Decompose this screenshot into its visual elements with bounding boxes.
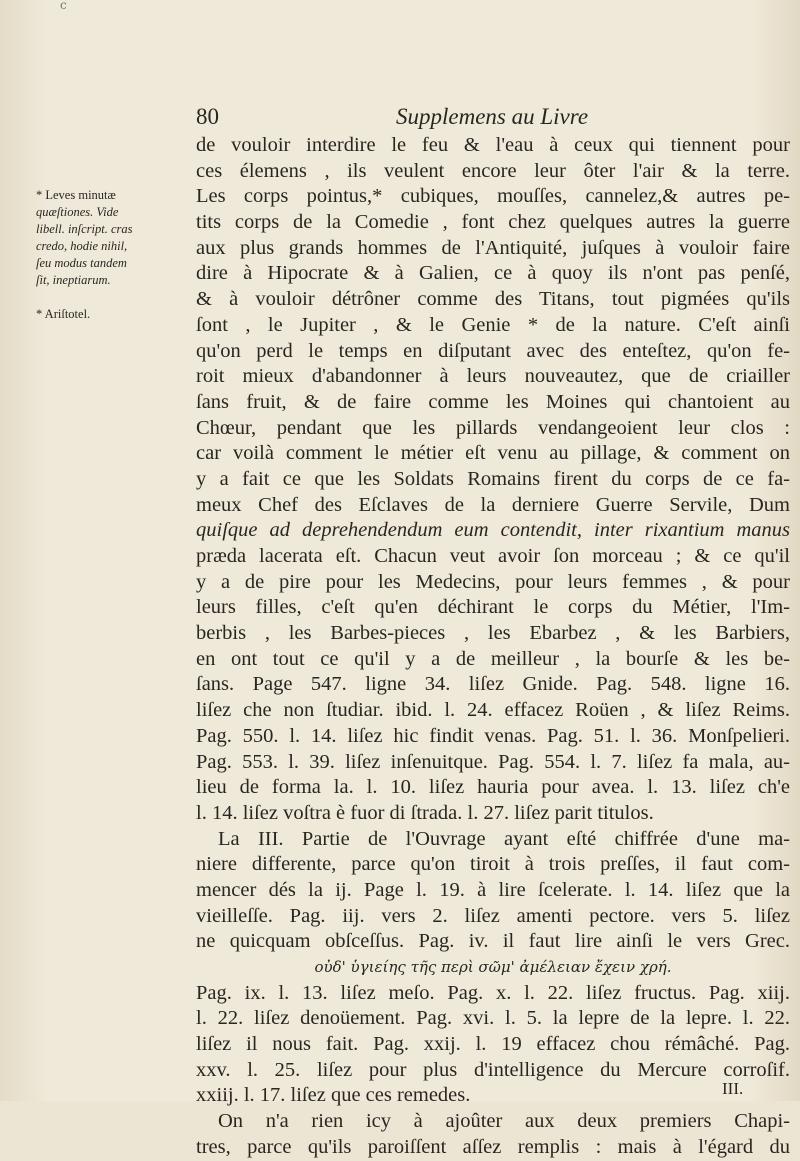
text-line: y a de pire pour les Medecins, pour leurs femmes , & pour	[196, 570, 790, 593]
text-line: On n'a rien icy à ajoûter aux deux premiers Chapi-	[218, 1110, 790, 1133]
margin-note-line: ſit, ineptiarum.	[36, 273, 111, 287]
text-line: niere differente, parce qu'on tiroit à trois preſſes, il faut com-	[196, 853, 790, 876]
text-line: xxiij. l. 17. liſez que ces remedes.	[196, 1084, 471, 1107]
text-line: qu'on perd le temps en diſputant avec des enteſtez, qu'on fe-	[196, 339, 790, 362]
text-line: tits corps de la Comedie , font chez quelques autres la guerre	[196, 211, 790, 234]
text-line: ne quicquam obſceſſus. Pag. iv. il faut lire ainſi le vers Grec.	[196, 930, 790, 953]
page-number: 80	[196, 104, 219, 129]
text-line: Pag. 553. l. 39. liſez inſenuitque. Pag. 554. l. 7. liſez fa mala, au-	[196, 750, 790, 773]
text-line: Pag. 550. l. 14. liſez hic findit venas. Pag. 51. l. 36. Monſpelieri.	[196, 724, 790, 747]
text-line: de vouloir interdire le feu & l'eau à ceux qui tiennent pour	[196, 134, 790, 156]
margin-note-line: * Leves minutæ	[36, 188, 116, 202]
margin-note-line: credo, hodie nihil,	[36, 239, 128, 253]
text-line: meux Chef des Eſclaves de la derniere Guerre Servile, Dum	[196, 493, 790, 516]
text-line: Pag. ix. l. 13. liſez meſo. Pag. x. l. 22. liſez fructus. Pag. xiij.	[196, 981, 790, 1004]
greek-verse: οὐδ' ὑγιείης τῆς περὶ σῶμ' ἀμέλειαν ἔχειν χρή.	[314, 958, 672, 976]
corner-mark: c	[60, 0, 67, 12]
text-line: xxv. l. 25. liſez pour plus d'intelligence du Mercure corroſif.	[196, 1058, 790, 1081]
text-line: ces élemens , ils veulent encore leur ôter l'air & la terre.	[196, 159, 790, 182]
text-line: tres, parce qu'ils paroiſſent aſſez remplis : mais à l'égard du	[196, 1135, 790, 1158]
text-line: en ont tout ce qu'il y a de meilleur , la bourſe & les be-	[196, 647, 790, 670]
text-line: quiſque ad deprehendendum eum contendit, inter rixantium manus	[196, 519, 790, 542]
text-line: leurs filles, c'eſt qu'en déchirant le corps du Métier, l'Im-	[196, 596, 790, 619]
text-line: aux plus grands hommes de l'Antiquité, juſques à vouloir faire	[196, 236, 790, 259]
text-line: l. 22. liſez denoüement. Pag. xvi. l. 5. la lepre de la lepre. l. 22.	[196, 1007, 790, 1030]
body-text	[196, 133, 790, 1161]
running-title: Supplemens au Livre	[396, 104, 589, 129]
text-line: præda lacerata eſt. Chacun veut avoir ſon morceau ; & ce qu'il	[196, 545, 790, 567]
text-line: berbis , les Barbes-pieces , les Ebarbez , & les Barbiers,	[196, 622, 790, 645]
text-line: La III. Partie de l'Ouvrage ayant eſté chiffrée d'une ma-	[218, 827, 790, 850]
text-line: roit mieux d'abandonner à leurs nouveautez, que de criailler	[196, 365, 790, 388]
text-line: vieilleſſe. Pag. iij. vers 2. liſez amenti pectore. vers 5. liſez	[196, 904, 790, 927]
text-line: & à vouloir détrôner comme des Titans, tout pigmées qu'ils	[196, 288, 790, 311]
text-line: Les corps pointus,* cubiques, mouſſes, cannelez,& autres pe-	[196, 185, 790, 208]
text-line: ſans. Page 547. ligne 34. liſez Gnide. Pag. 548. ligne 16.	[196, 673, 790, 696]
text-line: y a fait ce que les Soldats Romains firent du corps de ce fa-	[196, 467, 790, 490]
text-line: ſont , le Jupiter , & le Genie * de la nature. C'eſt ainſi	[196, 313, 790, 336]
text-line: l. 14. liſez voſtra è fuor di ſtrada. l. 27. liſez parit titulos.	[196, 801, 654, 824]
margin-note-aristotel	[36, 306, 186, 323]
text-line: mencer dés la ij. Page l. 19. à lire ſcelerate. l. 14. liſez que la	[196, 878, 790, 901]
text-line: dire à Hipocrate & à Galien, ce à quoy ils n'ont pas penſé,	[196, 262, 790, 285]
text-line: Chœur, pendant que les pillards vendangeoient leur clos :	[196, 416, 790, 439]
margin-note-line: libell. inſcript. cras	[36, 222, 133, 236]
page-header	[196, 104, 796, 134]
margin-note-line: * Ariſtotel.	[36, 307, 91, 321]
margin-note-line: quæſtiones. Vide	[36, 205, 119, 219]
margin-note-leves	[36, 187, 186, 289]
text-line: lieu de forma la. l. 10. liſez hauria pour avea. l. 13. liſez ch'e	[196, 776, 790, 799]
text-line: liſez che non ſtudiar. ibid. l. 24. effacez Roüen , & liſez Reims.	[196, 699, 790, 722]
text-line: liſez il nous fait. Pag. xxij. l. 19 effacez chou rémâché. Pag.	[196, 1033, 790, 1056]
text-line: car voilà comment le métier eſt venu au pillage, & comment on	[196, 442, 790, 465]
catchword: III.	[722, 1079, 744, 1098]
text-line: ſans fruit, & de faire comme les Moines qui chantoient au	[196, 390, 790, 413]
margin-note-line: ſeu modus tandem	[36, 256, 127, 270]
